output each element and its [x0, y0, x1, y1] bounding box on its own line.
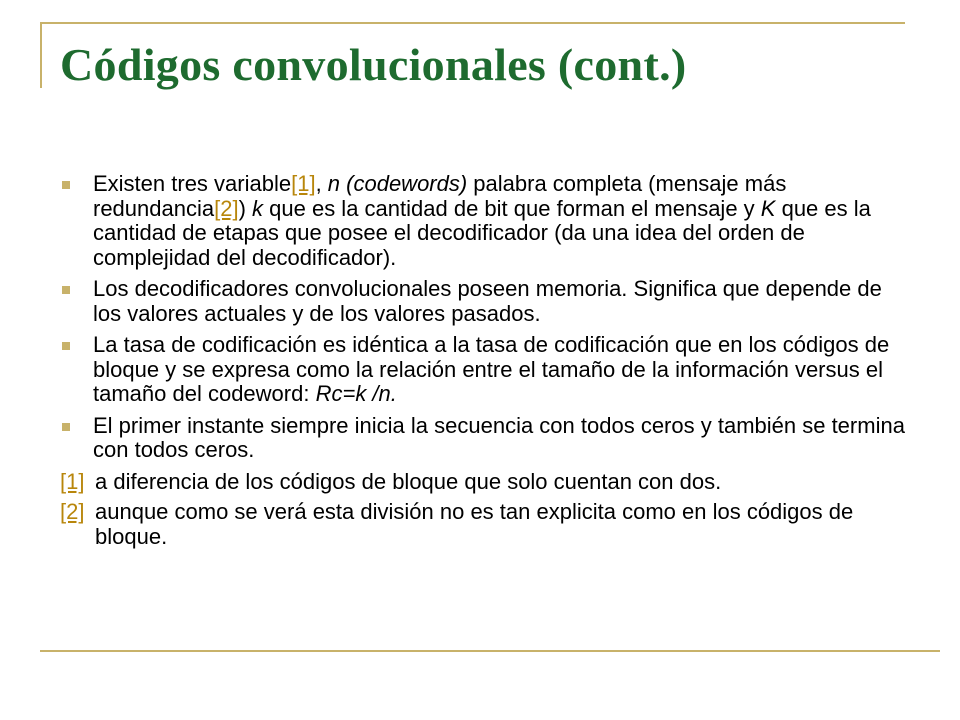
- bullet-text: La tasa de codificación es idéntica a la tasa de codificación que en los códigos de bloque y se expresa como la relación entre el tamaño de la información versus el tamaño del codeword:: [93, 332, 890, 406]
- bullet-square-icon: [62, 286, 70, 294]
- bullet-rate: [60, 333, 910, 407]
- footnote-text: a diferencia de los códigos de bloque que solo cuentan con dos.: [95, 468, 722, 494]
- bullet-text: que es la cantidad de bit que forman el mensaje y: [263, 195, 761, 221]
- bullet-text: Existen tres variable: [93, 171, 292, 196]
- footnote-text: aunque como se verá esta división no es tan explicita como en los códigos de bloque.: [95, 499, 854, 549]
- frame-bottom-line: [40, 650, 940, 652]
- frame-top-line: [40, 22, 905, 24]
- slide-content: [60, 172, 910, 555]
- bullet-text: que es la cantidad de etapas que posee el decodificador (da una idea del orden de complejidad del decodificador).: [93, 195, 871, 270]
- bullet-text: ,: [315, 171, 328, 196]
- bullet-square-icon: [62, 181, 70, 189]
- footnote-1-backlink[interactable]: [1]: [60, 468, 85, 494]
- bullet-square-icon: [62, 342, 70, 350]
- footnote-ref-1-link[interactable]: [1]: [291, 171, 316, 196]
- rate-formula: Rc=k /n.: [315, 381, 397, 406]
- bullet-memory: [60, 277, 910, 326]
- footnote-2-backlink[interactable]: [2]: [60, 499, 85, 524]
- bullet-text: El primer instante siempre inicia la secuencia con todos ceros y también se termina con todos ceros.: [93, 412, 905, 462]
- italic-term: K: [760, 195, 776, 221]
- bullet-square-icon: [62, 423, 70, 431]
- bullet-list: [60, 172, 910, 463]
- italic-term: n (codewords): [327, 171, 468, 196]
- bullet-text: palabra completa (mensaje más redundancia: [93, 171, 787, 221]
- frame-left-line: [40, 22, 42, 88]
- bullet-text: ): [238, 195, 253, 221]
- bullet-variables: [60, 172, 910, 270]
- bullet-text: Los decodificadores convolucionales poseen memoria. Significa que depende de los valores actuales y de los valores pasados.: [93, 276, 882, 326]
- italic-term: k: [252, 195, 264, 221]
- footnote-ref-2-link[interactable]: [2]: [214, 195, 239, 221]
- footnote-2: [60, 500, 910, 549]
- slide-title: Códigos convolucionales (cont.): [60, 39, 687, 90]
- bullet-zeros: [60, 414, 910, 463]
- footnote-1: [60, 470, 910, 495]
